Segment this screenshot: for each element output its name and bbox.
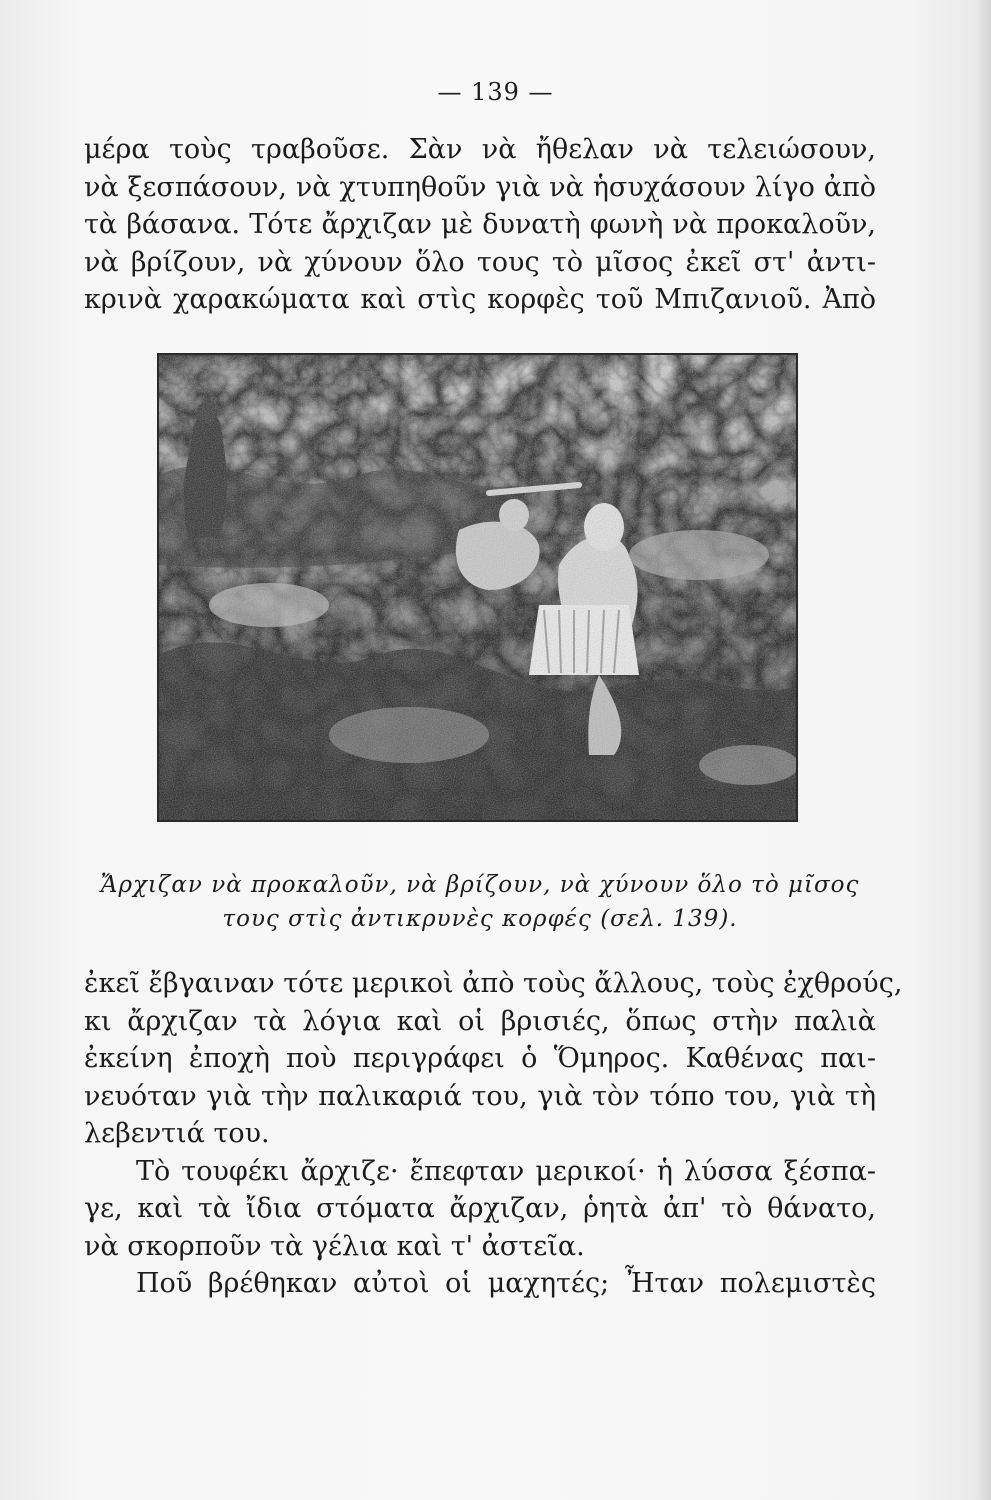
text-line: Ποῦ βρέθηκαν αὐτοὶ οἱ μαχητές; Ἦταν πολεμιστὲς — [136, 1268, 876, 1299]
text-line: κρινὰ χαρακώματα καὶ στὶς κορφὲς τοῦ Μπιζανιοῦ. Ἀπὸ — [84, 284, 876, 315]
text-line: νὰ βρίζουν, νὰ χύνουν ὅλο τους τὸ μῖσος ἐκεῖ στ' ἀντι- — [84, 246, 876, 278]
text-line: λεβεντιά του. — [84, 1118, 270, 1149]
text-line: μέρα τοὺς τραβοῦσε. Σὰν νὰ ἤθελαν νὰ τελειώσουν, — [84, 134, 876, 165]
page-edge-shadow — [977, 0, 991, 1500]
top-paragraph — [84, 131, 876, 319]
text-line: νὰ σκορποῦν τὰ γέλια καὶ τ' ἀστεῖα. — [84, 1230, 585, 1262]
text-line: νὰ ξεσπάσουν, νὰ χτυπηθοῦν γιὰ νὰ ἡσυχάσουν λίγο ἀπὸ — [84, 171, 876, 203]
text-line: γε, καὶ τὰ ἴδια στόματα ἄρχιζαν, ῥητὰ ἀπ' τὸ θάνατο, — [84, 1193, 876, 1224]
halftone-photograph — [157, 353, 798, 822]
text-line: τὰ βάσανα. Τότε ἄρχιζαν μὲ δυνατὴ φωνὴ νὰ προκαλοῦν, — [84, 209, 876, 240]
page-number: — 139 — — [437, 78, 554, 106]
photo-soldiers-in-rocky-trenches — [159, 355, 796, 820]
bottom-paragraphs — [84, 965, 903, 1303]
text-line: νευόταν γιὰ τὴν παλικαριά του, γιὰ τὸν τόπο του, γιὰ τὴ — [84, 1080, 876, 1112]
photo-caption — [84, 868, 876, 936]
caption-line: Ἄρχιζαν νὰ προκαλοῦν, νὰ βρίζουν, νὰ χύνουν ὅλο τὸ μῖσος — [100, 872, 860, 898]
text-line: κι ἄρχιζαν τὰ λόγια καὶ οἱ βρισιές, ὅπως στὴν παλιὰ — [84, 1005, 876, 1037]
text-line: Τὸ τουφέκι ἄρχιζε· ἔπεφταν μερικοί· ἡ λύσσα ξέσπα- — [136, 1155, 876, 1187]
text-line: ἐκείνη ἐποχὴ ποὺ περιγράφει ὁ Ὅμηρος. Καθένας παι- — [84, 1043, 876, 1074]
caption-line: τους στὶς ἀντικρυνὲς κορφές (σελ. 139). — [222, 906, 738, 932]
text-line: ἐκεῖ ἔβγαιναν τότε μερικοὶ ἀπὸ τοὺς ἄλλους, τοὺς ἐχθρούς, — [84, 968, 903, 999]
